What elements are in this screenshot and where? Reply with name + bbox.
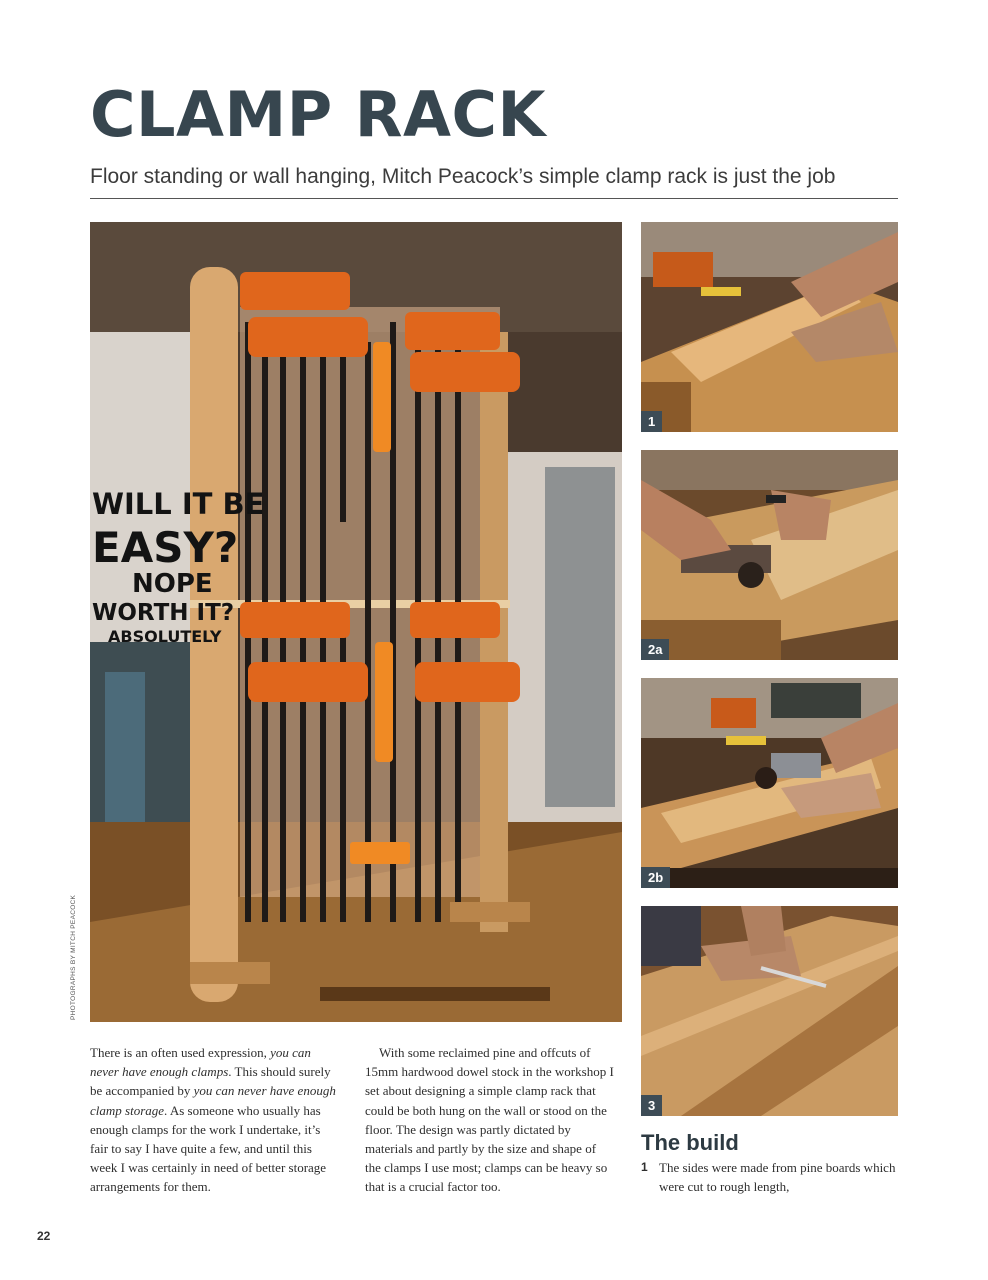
poster-line-2: EASY? bbox=[92, 523, 239, 572]
photo-credit: PHOTOGRAPHS BY MITCH PEACOCK bbox=[70, 894, 77, 1020]
intro-emphasis-1: you can never have enough clamps bbox=[90, 1045, 311, 1080]
article-title: CLAMP RACK bbox=[90, 78, 546, 151]
page-number: 22 bbox=[37, 1229, 51, 1243]
step-badge-2b: 2b bbox=[641, 867, 670, 888]
intro-paragraph bbox=[90, 1043, 340, 1197]
step-photo-2a bbox=[641, 450, 898, 660]
build-step-text: The sides were made from pine boards which were cut to rough length, bbox=[659, 1160, 896, 1195]
intro-text-1: There is an often used expression, bbox=[90, 1045, 271, 1060]
step-badge-3: 3 bbox=[641, 1095, 662, 1116]
intro-emphasis-2: you can never have enough clamp storage bbox=[90, 1083, 336, 1118]
step-photo-2b bbox=[641, 678, 898, 888]
main-photo-clamp-rack bbox=[90, 222, 622, 1022]
article-subtitle: Floor standing or wall hanging, Mitch Peacock’s simple clamp rack is just the job bbox=[90, 165, 836, 188]
design-paragraph: With some reclaimed pine and offcuts of 15mm hardwood dowel stock in the workshop I set about designing a simple clamp rack that could be both hung on the wall or stood on the floor. The design was partly dictated by materials and partly by the size and shape of the clamps I use most; clamps can be heavy so that is a crucial factor too. bbox=[365, 1045, 614, 1195]
title-rule bbox=[90, 198, 898, 199]
build-step-1 bbox=[641, 1158, 898, 1196]
body-column-1 bbox=[90, 1043, 340, 1197]
step-photo-1 bbox=[641, 222, 898, 432]
build-heading: The build bbox=[641, 1130, 739, 1155]
poster-line-3: NOPE bbox=[132, 569, 213, 599]
body-column-2 bbox=[365, 1043, 615, 1197]
intro-text-2: . This should surely be accompanied by bbox=[90, 1064, 331, 1099]
step-badge-1: 1 bbox=[641, 411, 662, 432]
poster-line-5: ABSOLUTELY bbox=[108, 627, 222, 646]
step-photo-3 bbox=[641, 906, 898, 1116]
poster-line-1: WILL IT BE bbox=[92, 487, 265, 521]
intro-text-3: . As someone who usually has enough clamps for the work I undertake, it’s fair to say I have quite a few, and until this week I was certainly in need of better storage arrangements for them. bbox=[90, 1102, 327, 1195]
step-badge-2a: 2a bbox=[641, 639, 669, 660]
build-step-number: 1 bbox=[641, 1160, 648, 1174]
poster-line-4: WORTH IT? bbox=[92, 600, 235, 626]
